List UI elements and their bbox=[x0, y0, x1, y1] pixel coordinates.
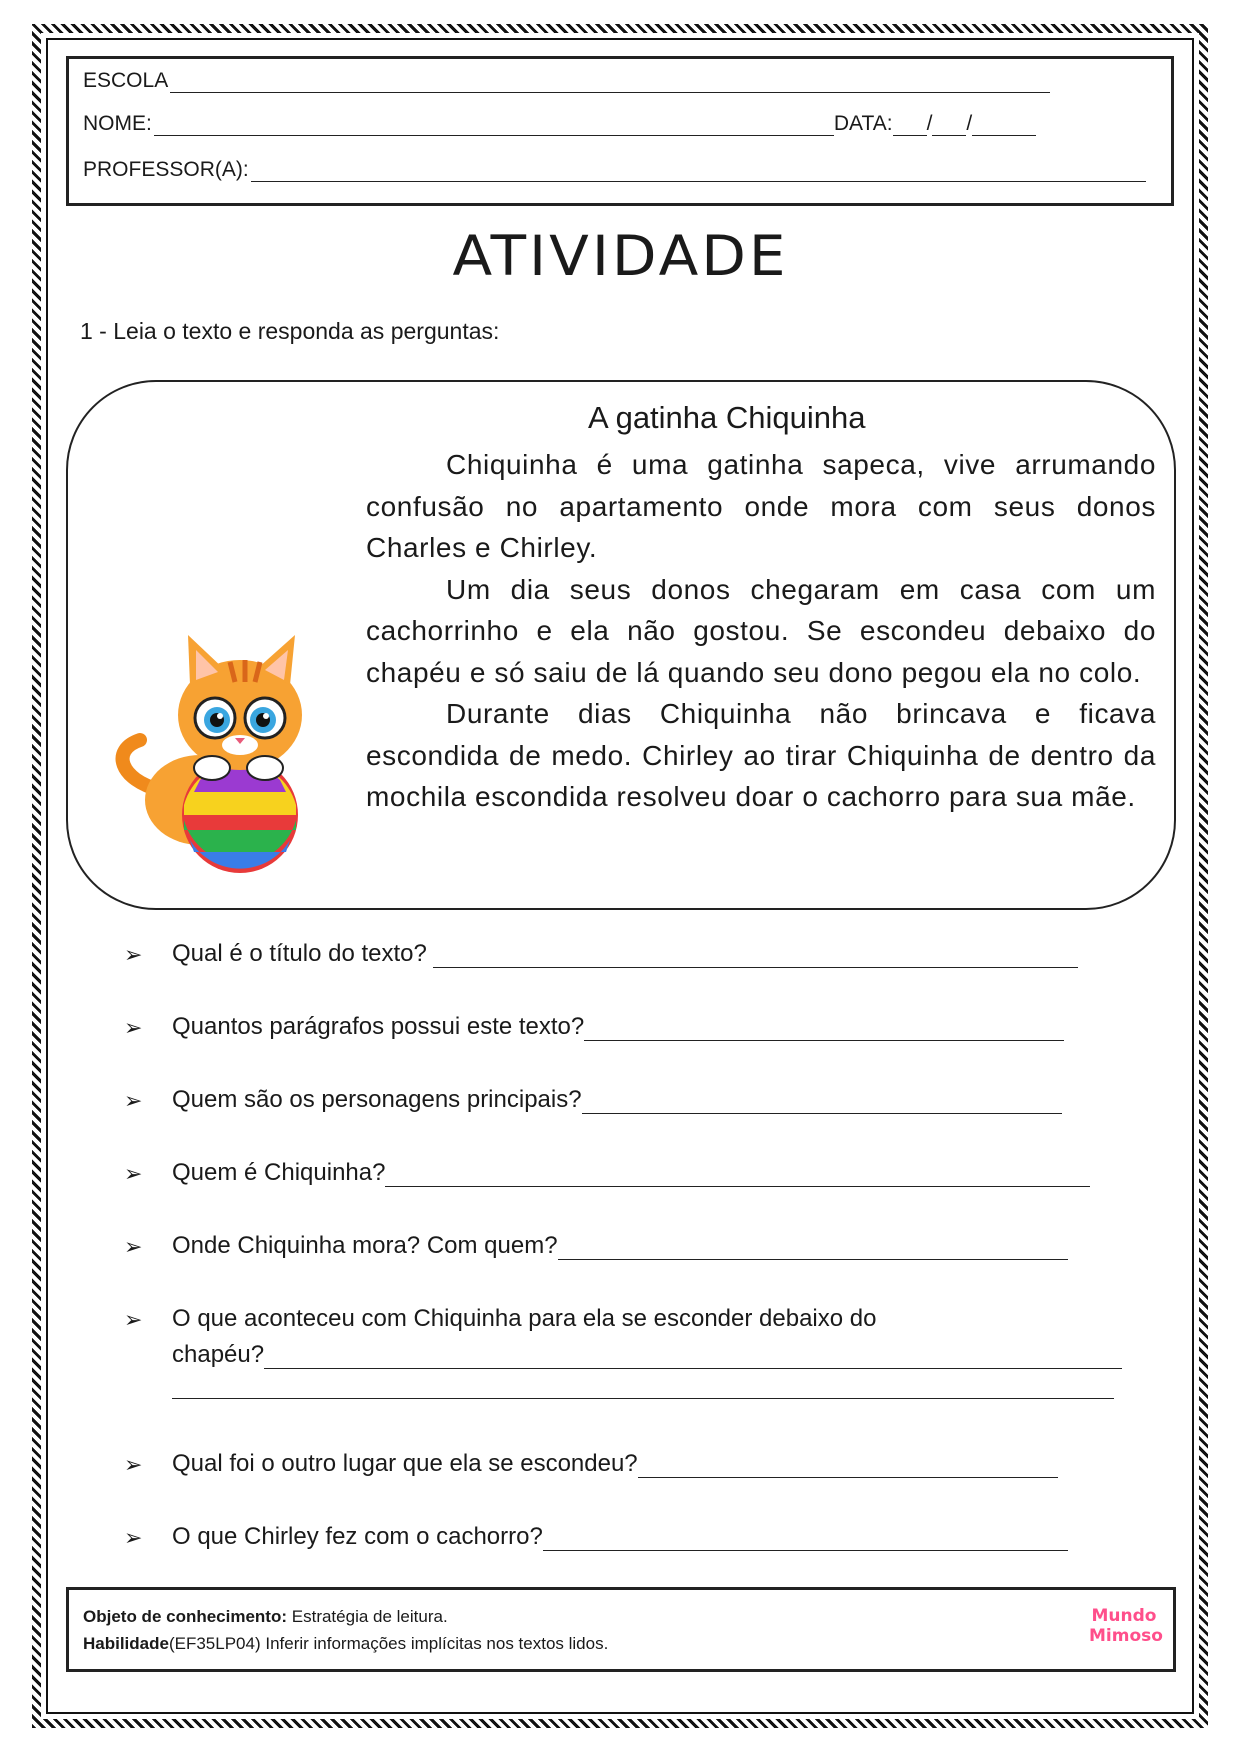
question-1 bbox=[124, 940, 1078, 968]
logo-line-1: Mundo bbox=[1091, 1606, 1157, 1626]
school-row bbox=[83, 69, 1050, 93]
knowledge-row bbox=[83, 1607, 448, 1627]
bullet-arrow-icon: ➢ bbox=[124, 1234, 143, 1259]
story-box bbox=[66, 380, 1176, 910]
date-day-field[interactable] bbox=[893, 115, 927, 136]
story-title: A gatinha Chiquinha bbox=[588, 400, 866, 435]
question-text: Quem são os personagens principais? bbox=[172, 1086, 582, 1113]
answer-line[interactable] bbox=[433, 945, 1078, 968]
question-text: chapéu? bbox=[172, 1341, 265, 1368]
skill-label: Habilidade bbox=[83, 1634, 169, 1653]
name-label: NOME: bbox=[83, 112, 152, 135]
name-row bbox=[83, 112, 1036, 136]
question-text: O que Chirley fez com o cachorro? bbox=[172, 1523, 543, 1550]
question-7 bbox=[124, 1450, 1058, 1478]
question-4 bbox=[124, 1159, 1090, 1187]
date-separator-2: / bbox=[966, 112, 973, 135]
question-text: Quantos parágrafos possui este texto? bbox=[172, 1013, 585, 1040]
school-label: ESCOLA bbox=[83, 69, 169, 92]
story-paragraph-2: Um dia seus donos chegaram em casa com um cachorrinho e ela não gostou. Se escondeu debaixo do chapéu e só saiu de lá quando seu dono pegou ela no colo. bbox=[366, 573, 1156, 688]
teacher-label: PROFESSOR(A): bbox=[83, 158, 249, 181]
logo-line-2: Mimoso bbox=[1089, 1626, 1163, 1646]
date-separator-1: / bbox=[926, 112, 933, 135]
skill-row bbox=[83, 1634, 608, 1654]
knowledge-label: Objeto de conhecimento: bbox=[83, 1607, 288, 1626]
teacher-row bbox=[83, 158, 1146, 182]
story-paragraph-1: Chiquinha é uma gatinha sapeca, vive arrumando confusão no apartamento onde mora com seus donos Charles e Chirley. bbox=[366, 449, 1156, 563]
date-label: DATA: bbox=[833, 112, 893, 135]
question-text: Onde Chiquinha mora? Com quem? bbox=[172, 1232, 558, 1259]
bullet-arrow-icon: ➢ bbox=[124, 942, 143, 967]
question-text: Quem é Chiquinha? bbox=[172, 1159, 386, 1186]
date-month-field[interactable] bbox=[932, 115, 966, 136]
name-field[interactable] bbox=[154, 115, 834, 136]
school-field[interactable] bbox=[170, 72, 1050, 93]
answer-line-extra[interactable] bbox=[172, 1398, 1114, 1399]
bullet-arrow-icon: ➢ bbox=[124, 1161, 143, 1186]
question-3 bbox=[124, 1086, 1062, 1114]
page-title: ATIVIDADE bbox=[452, 223, 789, 289]
header-box bbox=[66, 56, 1174, 206]
bullet-arrow-icon: ➢ bbox=[124, 1015, 143, 1040]
question-6-continued bbox=[172, 1341, 1122, 1369]
teacher-field[interactable] bbox=[251, 161, 1146, 182]
story-text bbox=[366, 444, 1156, 818]
kitten-illustration bbox=[100, 630, 340, 880]
question-6 bbox=[124, 1305, 876, 1333]
bullet-arrow-icon: ➢ bbox=[124, 1525, 143, 1550]
answer-line[interactable] bbox=[584, 1018, 1064, 1041]
skill-value: (EF35LP04) Inferir informações implícitas nos textos lidos. bbox=[168, 1634, 609, 1653]
answer-line[interactable] bbox=[638, 1455, 1058, 1478]
bullet-arrow-icon: ➢ bbox=[124, 1088, 143, 1113]
date-year-field[interactable] bbox=[972, 115, 1036, 136]
question-text: O que aconteceu com Chiquinha para ela se esconder debaixo do bbox=[172, 1305, 877, 1332]
question-2 bbox=[124, 1013, 1064, 1041]
footer-box bbox=[66, 1587, 1176, 1672]
answer-line[interactable] bbox=[558, 1237, 1068, 1260]
bullet-arrow-icon: ➢ bbox=[124, 1452, 143, 1477]
answer-line[interactable] bbox=[543, 1528, 1068, 1551]
story-paragraph-3: Durante dias Chiquinha não brincava e ficava escondida de medo. Chirley ao tirar Chiquinha de dentro da mochila escondida resolveu doar o cachorro para sua mãe. bbox=[366, 698, 1156, 812]
question-text: Qual é o título do texto? bbox=[172, 940, 427, 967]
instruction: 1 - Leia o texto e responda as perguntas: bbox=[80, 318, 500, 344]
answer-line[interactable] bbox=[385, 1164, 1090, 1187]
knowledge-value: Estratégia de leitura. bbox=[287, 1607, 448, 1626]
question-5 bbox=[124, 1232, 1068, 1260]
question-8 bbox=[124, 1523, 1068, 1551]
mundo-mimoso-logo bbox=[1089, 1606, 1163, 1646]
answer-line[interactable] bbox=[582, 1091, 1062, 1114]
bullet-arrow-icon: ➢ bbox=[124, 1307, 143, 1332]
answer-line[interactable] bbox=[264, 1346, 1122, 1369]
question-text: Qual foi o outro lugar que ela se escondeu? bbox=[172, 1450, 638, 1477]
